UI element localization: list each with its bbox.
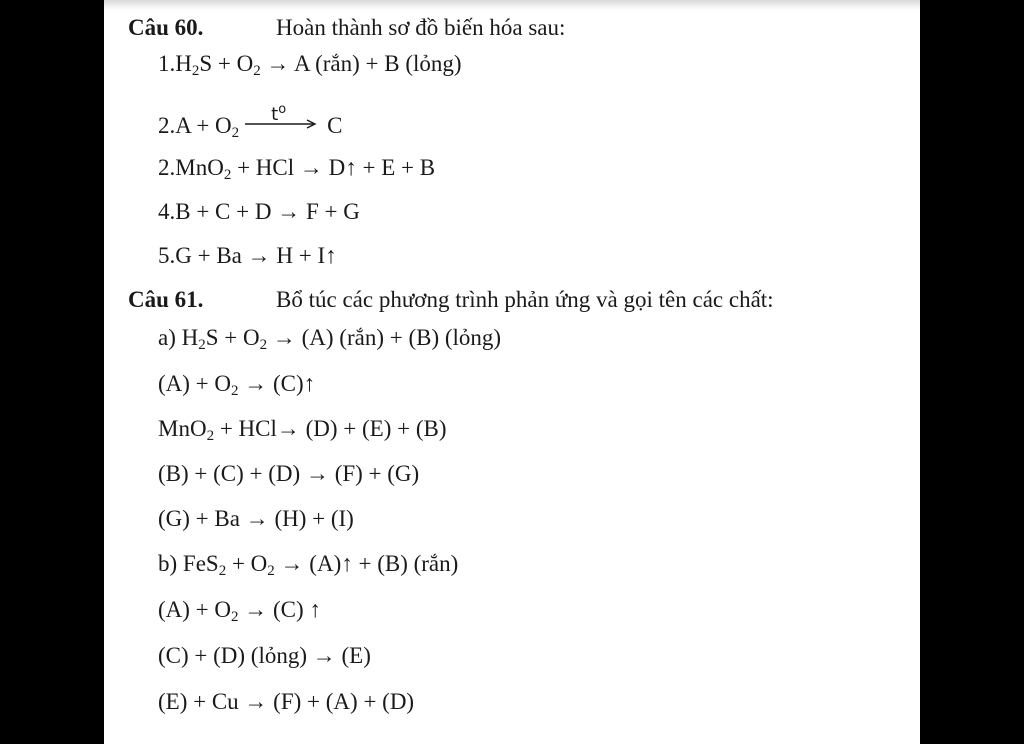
q60-equation-3: 2.MnO$_2$ + HCl → D↑ + E + B	[158, 155, 436, 183]
question-61-label: Câu 61.	[128, 287, 204, 312]
top-shadow	[104, 0, 920, 10]
q60-equation-1: $1.H_2S + O_2 \to A$ (rắn) + B (lỏng)	[158, 51, 462, 79]
q61-a-equation-1: a) $H_2S + O_2 \to (A)$ (rắn) + (B) (lỏng)	[158, 325, 502, 353]
q60-equation-2: $2.A + O_2$ $t^o$ C	[158, 102, 343, 141]
q61-a-equation-4: (B) + (C) + (D) → (F) + (G)	[158, 461, 420, 486]
question-61-title: Bổ túc các phương trình phản ứng và gọi tên các chất:	[276, 287, 774, 312]
q61-a-equation-2: $(A) + O_2$ → (C)↑	[158, 371, 316, 399]
q60-equation-5: 5.G + Ba → H + I↑	[158, 243, 337, 268]
q61-b-equation-3: (C) + (D) (lỏng) → (E)	[158, 643, 371, 668]
q60-equation-4: 4.B + C + D → F + G	[158, 199, 360, 224]
q61-a-equation-3: MnO$_2$ + HCl→ (D) + (E) + (B)	[158, 416, 447, 444]
q61-b-equation-4: (E) + Cu → (F) + (A) + (D)	[158, 689, 415, 714]
question-60-label: Câu 60.	[128, 15, 204, 40]
q61-a-equation-5: (G) + Ba → (H) + (I)	[158, 506, 354, 531]
document-page	[104, 0, 920, 744]
q61-b-equation-1: b) $FeS_2 + O_2$ → (A)↑ + (B) (rắn)	[158, 551, 459, 579]
heat-arrow: $t^o$	[245, 110, 319, 138]
question-60-title: Hoàn thành sơ đồ biến hóa sau:	[276, 15, 566, 40]
q61-b-equation-2: $(A) + O_2 \to (C)$ ↑	[158, 597, 321, 625]
